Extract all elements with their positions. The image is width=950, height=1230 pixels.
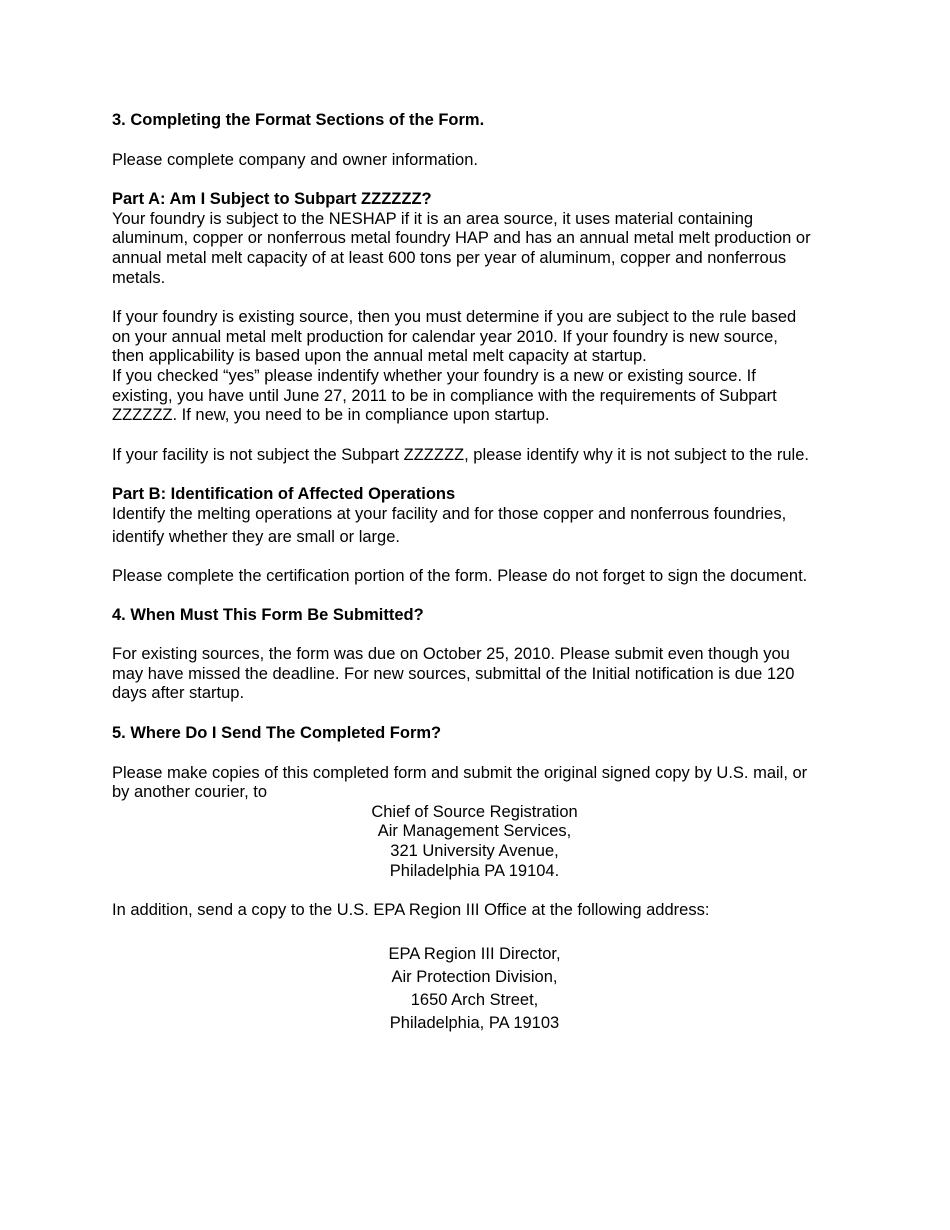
text-line: If you checked “yes” please indentify whether your foundry is a new or existing source. If: [112, 366, 756, 385]
section-5-heading: 5. Where Do I Send The Completed Form?: [112, 724, 442, 743]
text-line: may have missed the deadline. For new sources, submittal of the Initial notification is due 120: [112, 664, 795, 683]
part-a-paragraph-2: [112, 308, 852, 426]
mailing-address-ams: [112, 803, 837, 881]
text-line: Your foundry is subject to the NESHAP if it is an area source, it uses material containing: [112, 209, 754, 228]
section-4-paragraph: [112, 645, 852, 704]
address-line: Philadelphia, PA 19103: [389, 1013, 560, 1032]
text-line: on your annual metal melt production for calendar year 2010. If your foundry is new source,: [112, 327, 778, 346]
part-a-heading: Part A: Am I Subject to Subpart ZZZZZZ?: [112, 190, 432, 209]
address-line: Chief of Source Registration: [371, 802, 578, 821]
text-line: For existing sources, the form was due on October 25, 2010. Please submit even though you: [112, 645, 790, 664]
text-line: Please make copies of this completed form and submit the original signed copy by U.S. mail, or: [112, 763, 808, 782]
text-line: identify whether they are small or large.: [112, 527, 400, 546]
epa-copy-instruction: In addition, send a copy to the U.S. EPA Region III Office at the following address:: [112, 901, 710, 920]
address-line: 1650 Arch Street,: [410, 990, 539, 1009]
text-line: days after startup.: [112, 684, 245, 703]
text-line: existing, you have until June 27, 2011 to be in compliance with the requirements of Subpart: [112, 386, 777, 405]
part-b-heading: Part B: Identification of Affected Operations: [112, 485, 456, 504]
section-3-heading: 3. Completing the Format Sections of the Form.: [112, 111, 485, 129]
part-b-paragraph-2: Please complete the certification portion of the form. Please do not forget to sign the document.: [112, 567, 808, 586]
text-line: annual metal melt capacity of at least 600 tons per year of aluminum, copper and nonferrous: [112, 248, 787, 267]
document-page: [112, 111, 852, 1035]
address-line: EPA Region III Director,: [388, 944, 561, 963]
text-line: metals.: [112, 268, 166, 287]
text-line: by another courier, to: [112, 783, 268, 802]
address-line: Air Protection Division,: [391, 967, 558, 986]
text-line: aluminum, copper or nonferrous metal foundry HAP and has an annual metal melt production or: [112, 229, 811, 248]
section-4-heading: 4. When Must This Form Be Submitted?: [112, 605, 424, 624]
part-b-paragraph-1: [112, 505, 852, 547]
address-line: Air Management Services,: [377, 822, 572, 841]
text-line: If your foundry is existing source, then you must determine if you are subject to the rule based: [112, 308, 797, 327]
mailing-address-epa: [112, 943, 837, 1035]
text-line: ZZZZZZ. If new, you need to be in compliance upon startup.: [112, 406, 550, 425]
address-line: 321 University Avenue,: [390, 842, 559, 861]
section-5-paragraph: [112, 764, 852, 803]
part-a-paragraph-1: [112, 210, 852, 288]
text-line: then applicability is based upon the annual metal melt capacity at startup.: [112, 347, 647, 366]
part-a-paragraph-3: If your facility is not subject the Subpart ZZZZZZ, please identify why it is not subject to the rule.: [112, 445, 809, 464]
text-line: Identify the melting operations at your facility and for those copper and nonferrous foundries,: [112, 504, 787, 523]
section-3-intro: Please complete company and owner information.: [112, 150, 478, 169]
address-line: Philadelphia PA 19104.: [389, 861, 560, 880]
